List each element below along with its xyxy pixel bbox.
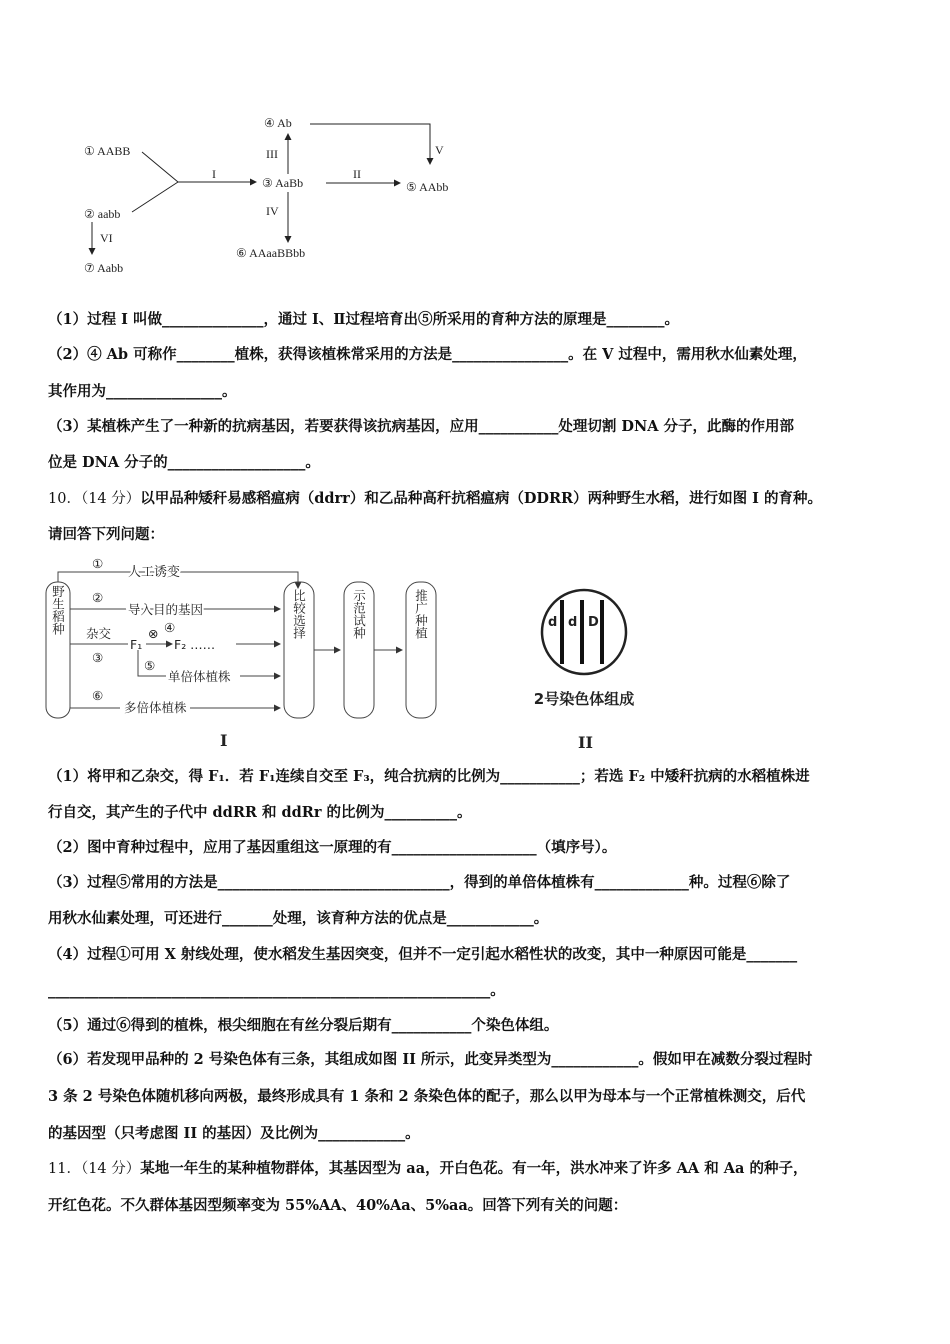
node-1-aabb-parent: ① AABB: [84, 144, 131, 158]
line-1-to-junction: [142, 152, 178, 182]
q9-line-5: 位是 DNA 分子的___________________。: [48, 454, 320, 471]
route-1-label: 人工诱变: [128, 565, 181, 580]
node-6-aaaabbbb: ⑥ AAaaBBbb: [236, 246, 306, 260]
rice-breeding-flow-diagram: [40, 552, 660, 757]
q11-number: 11．（14 分）: [48, 1161, 141, 1177]
figure-1-label: I: [220, 731, 228, 750]
route-6-number: ⑥: [92, 688, 104, 703]
demo-trial-label: 示范试种: [351, 589, 367, 639]
q11-line-1: [48, 1159, 807, 1179]
chromosome-caption: 2号染色体组成: [533, 690, 635, 708]
q10-sub4-line-1: （4）过程①可用 X 射线处理，使水稻发生基因突变，但并不一定引起水稻性状的改变，其中一种原因可能是_______: [48, 946, 798, 963]
q10-sub5: （5）通过⑥得到的植株，根尖细胞在有丝分裂后期有___________个染色体组。: [48, 1017, 559, 1034]
q10-sub6-line-3: 的基因型（只考虑图 II 的基因）及比例为____________。: [48, 1125, 420, 1142]
route-3-number: ③: [92, 650, 104, 665]
allele-d-1: d: [548, 615, 558, 630]
q9-line-4: （3）某植株产生了一种新的抗病基因，若要获得该抗病基因，应用___________处理切割 DNA 分子，此酶的作用部: [48, 418, 795, 435]
route-5-number: ⑤: [144, 658, 156, 673]
allele-d-2: d: [568, 615, 578, 630]
label-process-3: III: [266, 147, 278, 161]
q10-sub1-line-2: 行自交，其产生的子代中 ddRR 和 ddRr 的比例为__________。: [48, 804, 472, 821]
node-3-aabb-hybrid: ③ AaBb: [262, 176, 304, 190]
selfing-symbol: ⊗: [148, 626, 159, 641]
route-4-number: ④: [164, 620, 176, 635]
arrow-process-5-path: [310, 124, 430, 164]
label-process-1: I: [212, 167, 216, 181]
compare-select-label: 比较选择: [291, 589, 307, 639]
q10-sub6-line-2: 3 条 2 号染色体随机移向两极，最终形成具有 1 条和 2 条染色体的配子，那么以甲为母本与一个正常植株测交，后代: [48, 1088, 806, 1105]
q10-line-2: 请回答下列问题：: [48, 526, 164, 543]
node-7-aabb: ⑦ Aabb: [84, 261, 124, 275]
q10-sub2: （2）图中育种过程中，应用了基因重组这一原理的有____________________（填序号）。: [48, 839, 617, 856]
f1-label: F₁: [130, 637, 143, 652]
q10-line-1: [48, 489, 822, 509]
q10-sub6-line-1: （6）若发现甲品种的 2 号染色体有三条，其组成如图 II 所示，此变异类型为____________。假如甲在减数分裂过程时: [48, 1051, 813, 1068]
cross-label: 杂交: [86, 626, 112, 641]
route-2-number: ②: [92, 590, 104, 605]
node-2-aabb: ② aabb: [84, 207, 121, 221]
q10-sub3-line-2: 用秋水仙素处理，可还进行_______处理，该育种方法的优点是____________。: [48, 910, 549, 927]
figure-2-label: II: [578, 733, 593, 752]
line-2-to-junction: [132, 182, 178, 212]
q10-sub1-line-1: （1）将甲和乙杂交，得 F₁．若 F₁连续自交至 F₃，纯合抗病的比例为___________；若选 F₂ 中矮秆抗病的水稻植株进: [48, 768, 810, 785]
q11-stem: 某地一年生的某种植物群体，其基因型为 aa，开白色花。有一年，洪水冲来了许多 AA 和 Aa 的种子，: [140, 1160, 808, 1177]
q9-line-2: （2）④ Ab 可称作________植株，获得该植株常采用的方法是________________。在 V 过程中，需用秋水仙素处理，: [48, 346, 807, 363]
route-6-label: 多倍体植株: [124, 700, 187, 715]
label-process-2: II: [353, 167, 361, 181]
breeding-pathway-diagram: [70, 108, 490, 283]
label-process-5: V: [435, 143, 444, 157]
label-process-6: VI: [100, 231, 113, 245]
route-2-label: 导入目的基因: [128, 602, 204, 617]
q9-line-1: （1）过程 I 叫做______________，通过 I、Ⅱ过程培育出⑤所采用的育种方法的原理是________。: [48, 311, 680, 328]
node-5-aabb: ⑤ AAbb: [406, 180, 449, 194]
allele-D: D: [588, 615, 599, 630]
route-1-number: ①: [92, 556, 104, 571]
wild-rice-label: 野生稻种: [50, 585, 66, 635]
q11-line-2: 开红色花。不久群体基因型频率变为 55%AA、40%Aa、5%aa。回答下列有关的问题：: [48, 1197, 628, 1214]
q10-sub4-line-2: _____________________________________________________________。: [48, 982, 505, 999]
q10-sub3-line-1: （3）过程⑤常用的方法是________________________________，得到的单倍体植株有_____________种。过程⑥除了: [48, 874, 791, 891]
promote-plant-label: 推广种植: [413, 589, 429, 639]
f2-label: F₂ ……: [174, 637, 216, 652]
route-5-label: 单倍体植株: [168, 669, 231, 684]
q9-line-3: 其作用为________________。: [48, 383, 237, 400]
node-4-ab: ④ Ab: [264, 116, 292, 130]
label-process-4: IV: [266, 204, 279, 218]
q10-number: 10．（14 分）: [48, 491, 141, 507]
q10-stem: 以甲品种矮秆易感稻瘟病（ddrr）和乙品种高秆抗稻瘟病（DDRR）两种野生水稻，进行如图 I 的育种。: [140, 490, 822, 507]
